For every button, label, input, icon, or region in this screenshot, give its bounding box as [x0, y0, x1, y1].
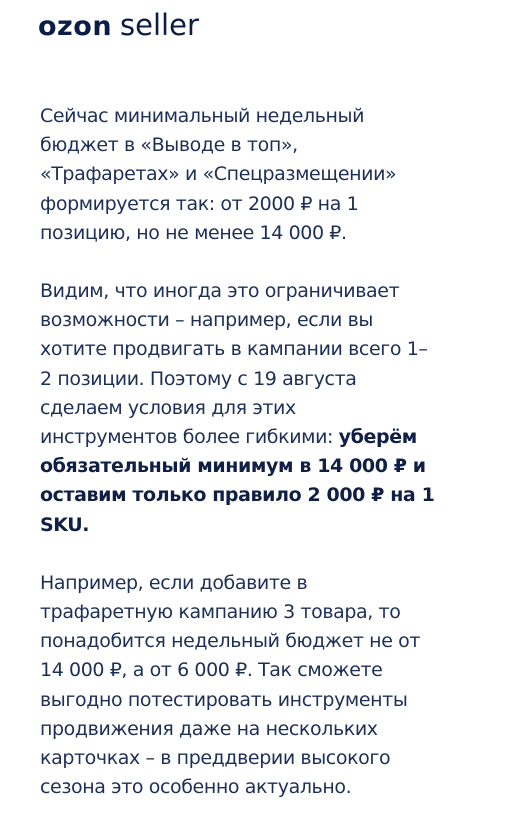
paragraph-example [40, 569, 490, 803]
text-line-bold: обязательный минимум в 14 000 ₽ и [40, 455, 426, 478]
text-line-bold: оставим только правило 2 000 ₽ на 1 [40, 484, 435, 507]
text-normal: инструментов более гибкими: [40, 426, 339, 449]
paragraph-current-budget [40, 102, 490, 248]
logo-mark: ozon [38, 11, 113, 42]
text-line: 14 000 ₽, а от 6 000 ₽. Так сможете [40, 659, 383, 682]
text-line: хотите продвигать в кампании всего 1– [40, 338, 428, 361]
text-line: возможности – например, если вы [40, 309, 374, 332]
text-line: Например, если добавите в [40, 571, 308, 594]
text-line: сделаем условия для этих [40, 396, 296, 419]
paragraph-change [40, 277, 490, 540]
text-line-mixed [40, 423, 490, 452]
text-line: «Трафаретах» и «Спецразмещении» [40, 163, 397, 186]
text-line: Видим, что иногда это ограничивает [40, 280, 400, 303]
text-line: формируется так: от 2000 ₽ на 1 [40, 192, 359, 215]
text-line: понадобится недельный бюджет не от [40, 630, 421, 653]
text-line: бюджет в «Выводе в топ», [40, 134, 298, 157]
text-line: 2 позиции. Поэтому с 19 августа [40, 367, 357, 390]
text-line: продвижения даже на нескольких [40, 717, 378, 740]
text-line: Сейчас минимальный недельный [40, 105, 365, 127]
text-bold: уберём [338, 426, 417, 449]
announcement-text [40, 102, 490, 831]
logo-word: seller [120, 8, 199, 42]
text-line: выгодно потестировать инструменты [40, 688, 408, 711]
text-line: сезона это особенно актуально. [40, 776, 352, 799]
ozon-seller-logo [38, 8, 199, 48]
text-line-bold: SKU. [40, 513, 90, 536]
text-line: трафаретную кампанию 3 товара, то [40, 601, 401, 624]
text-line: карточках – в преддверии высокого [40, 747, 391, 770]
text-line: позицию, но не менее 14 000 ₽. [40, 221, 347, 244]
